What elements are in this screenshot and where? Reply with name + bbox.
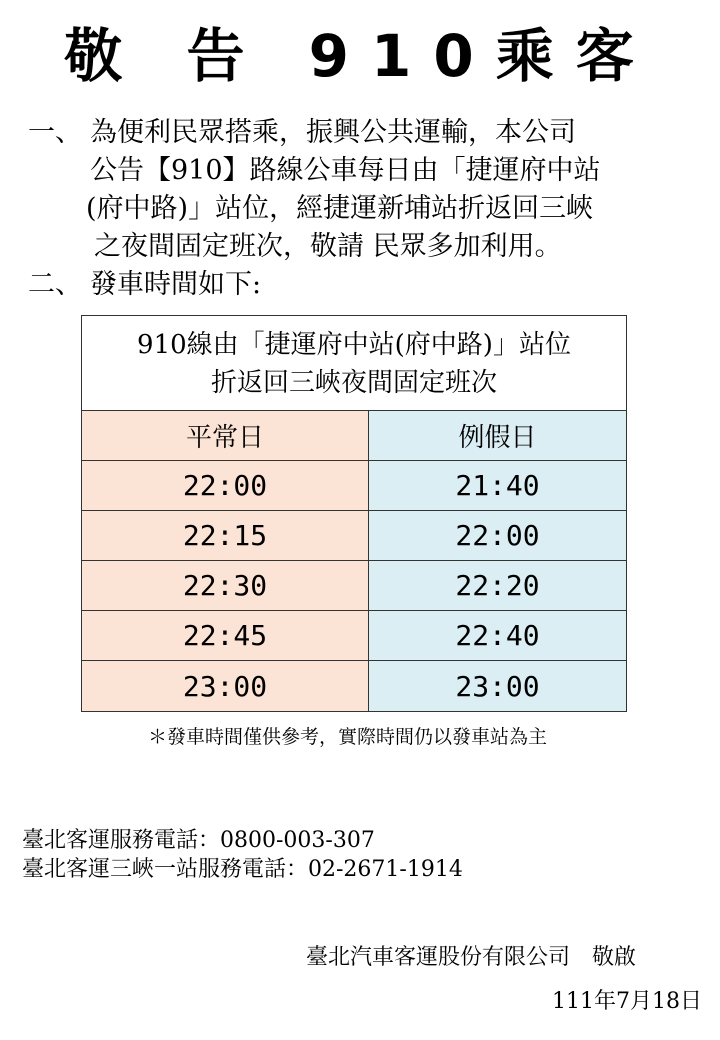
station-phone: 臺北客運三峽一站服務電話：02-2671-1914 <box>22 857 463 882</box>
holiday-time: 22:40 <box>369 611 626 660</box>
item-1-line-1: 為便利民眾搭乘，振興公共運輸，本公司 <box>90 117 576 148</box>
service-phone: 臺北客運服務電話：0800-003-307 <box>22 828 375 853</box>
schedule-title-line-2: 折返回三峽夜間固定班次 <box>210 368 497 398</box>
item-2-number: 二、 <box>28 269 82 300</box>
item-1-line-2: 公告【910】路線公車每日由「捷運府中站 <box>90 155 601 186</box>
weekday-time: 22:15 <box>82 511 369 560</box>
schedule-note: ＊發車時間僅供參考，實際時間仍以發車站為主 <box>148 726 548 748</box>
weekday-time: 22:45 <box>82 611 369 660</box>
item-2-text: 發車時間如下: <box>90 269 262 300</box>
holiday-time: 22:20 <box>369 561 626 610</box>
header-weekday: 平常日 <box>82 411 369 460</box>
holiday-time: 22:00 <box>369 511 626 560</box>
table-row <box>82 661 626 711</box>
item-1-line-4: 之夜間固定班次，敬請 民眾多加利用。 <box>94 231 562 262</box>
notice-title: 敬 告 910乘客 <box>64 22 656 90</box>
notice-date: 111年7月18日 <box>552 989 702 1014</box>
table-row <box>82 511 626 561</box>
schedule-title-line-1: 910線由「捷運府中站(府中路)」站位 <box>137 330 571 360</box>
company-signature: 臺北汽車客運股份有限公司 敬啟 <box>306 945 637 970</box>
schedule-table <box>81 315 627 712</box>
header-holiday: 例假日 <box>369 411 626 460</box>
table-row <box>82 561 626 611</box>
weekday-time: 22:00 <box>82 461 369 510</box>
item-1-number: 一、 <box>28 117 82 148</box>
holiday-time: 21:40 <box>369 461 626 510</box>
item-1-line-3: (府中路)」站位，經捷運新埔站折返回三峽 <box>86 193 594 224</box>
table-row <box>82 611 626 661</box>
schedule-header-row <box>82 411 626 461</box>
weekday-time: 22:30 <box>82 561 369 610</box>
schedule-title <box>82 316 626 411</box>
holiday-time: 23:00 <box>369 661 626 711</box>
weekday-time: 23:00 <box>82 661 369 711</box>
table-row <box>82 461 626 511</box>
